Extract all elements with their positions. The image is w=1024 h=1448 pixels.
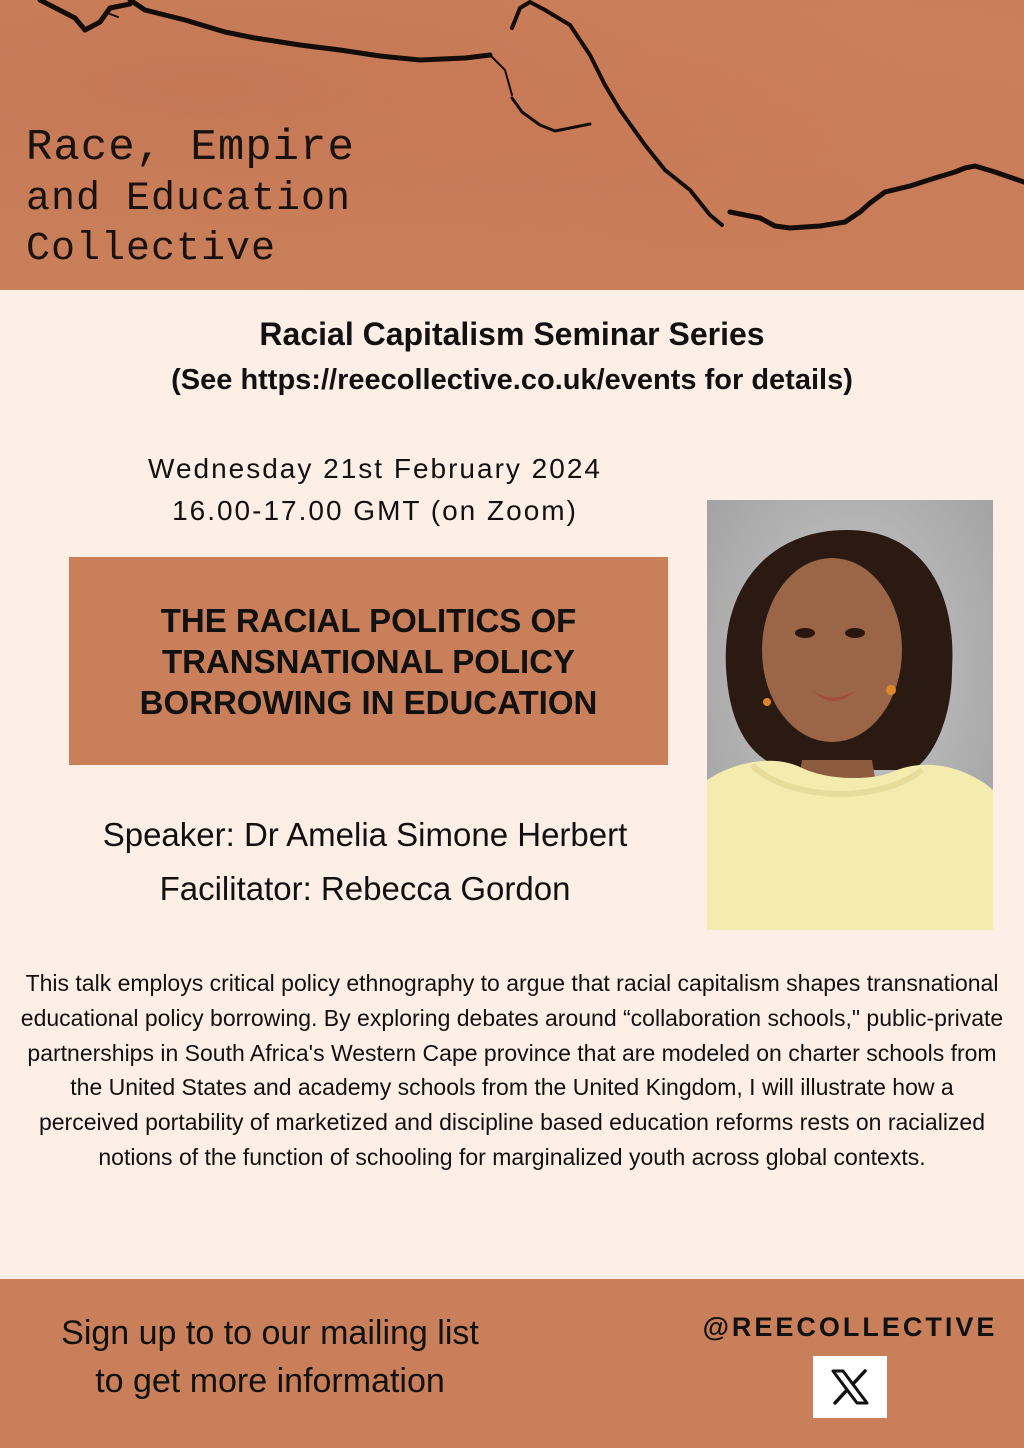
facilitator-name: Facilitator: Rebecca Gordon — [159, 870, 571, 907]
mailing-list-cta[interactable] — [20, 1309, 520, 1405]
series-link[interactable]: (See https://reecollective.co.uk/events for details) — [171, 364, 853, 396]
x-social-link[interactable] — [813, 1356, 887, 1418]
org-title-line2: and Education — [26, 177, 352, 222]
header-banner — [0, 0, 1024, 290]
org-title-line1: Race, Empire — [26, 123, 355, 173]
event-datetime — [70, 448, 680, 532]
speaker-photo — [707, 500, 993, 930]
speaker-portrait-icon — [707, 500, 993, 930]
signup-line2: to get more information — [95, 1362, 445, 1400]
series-title: Racial Capitalism Seminar Series — [259, 316, 765, 352]
talk-abstract: This talk employs critical policy ethnography to argue that racial capitalism shapes transnational educational policy borrowing. By exploring debates around “collaboration schools," public-private partnerships in South Africa's Western Cape province that are modeled on charter schools from the United States and academy schools from the United Kingdom, I will illustrate how a perceived portability of marketized and discipline based education reforms rests on racialized notions of the function of schooling for marginalized youth across global contexts. — [20, 970, 1004, 1170]
talk-title-box — [69, 557, 668, 765]
people-info — [40, 808, 690, 916]
org-title — [26, 123, 355, 272]
event-date: Wednesday 21st February 2024 — [148, 453, 602, 484]
talk-title: THE RACIAL POLITICS OF TRANSNATIONAL POLICY BORROWING IN EDUCATION — [139, 601, 598, 721]
org-title-line3: Collective — [26, 227, 277, 272]
x-logo-icon — [830, 1369, 870, 1405]
social-handle[interactable]: @REECOLLECTIVE — [702, 1312, 998, 1342]
event-time: 16.00-17.00 GMT (on Zoom) — [172, 495, 578, 526]
speaker-name: Speaker: Dr Amelia Simone Herbert — [102, 816, 628, 853]
signup-line1: Sign up to to our mailing list — [61, 1314, 479, 1352]
